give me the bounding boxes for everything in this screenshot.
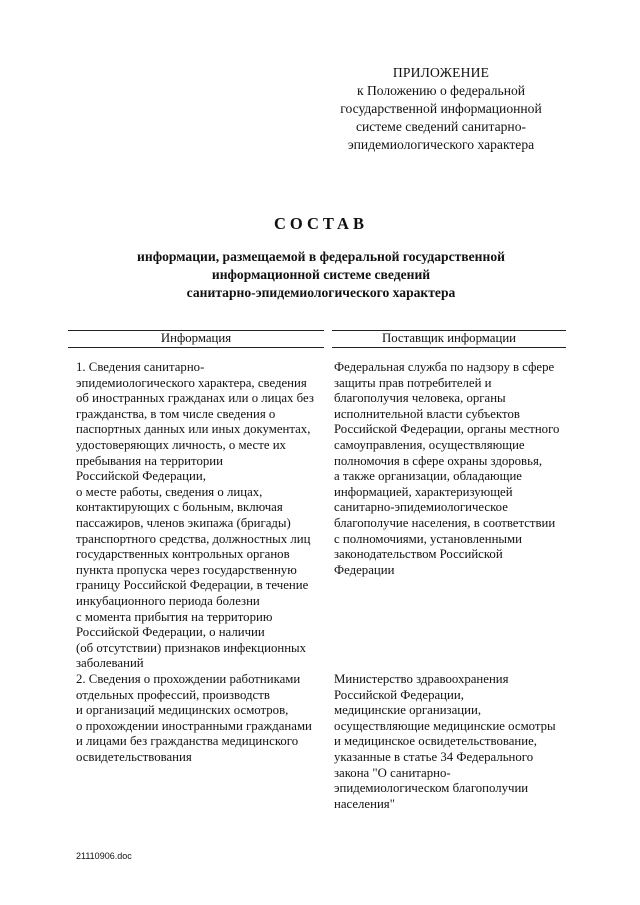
table-cell-line: и медицинское освидетельствование, xyxy=(334,734,537,749)
table-cell-line: защиты прав потребителей и xyxy=(334,375,492,390)
table-cell-line: с полномочиями, установленными xyxy=(334,531,522,546)
table-cell-line: осуществляющие медицинские осмотры xyxy=(334,718,556,733)
table-cell-line: Российской Федерации, о наличии xyxy=(76,625,265,640)
appendix-title: ПРИЛОЖЕНИЕ xyxy=(392,65,490,80)
table-cell-line: пребывания на территории xyxy=(76,453,223,468)
table-cell-line: 2. Сведения о прохождении работниками xyxy=(76,672,301,686)
table-cell-line: 1. Сведения санитарно- xyxy=(76,360,205,374)
appendix-line: к Положению о федеральной xyxy=(356,83,526,98)
row-2-provider-cell xyxy=(334,672,556,812)
file-name-footer: 21110906.doc xyxy=(76,851,132,861)
table-cell-line: и организаций медицинских осмотров, xyxy=(76,703,289,718)
table-cell-line: пункта пропуска через государственную xyxy=(76,562,297,577)
table-cell-line: информацией, характеризующей xyxy=(334,484,513,499)
document-subtitle-line: информации, размещаемой в федеральной государственной xyxy=(137,249,505,264)
table-cell-line: населения" xyxy=(334,796,395,811)
document-subtitle-line: санитарно-эпидемиологического характера xyxy=(186,285,456,300)
document-title: СОСТАВ xyxy=(274,214,368,233)
table-cell-line: эпидемиологического характера, сведения xyxy=(76,375,307,390)
table-cell-line: инкубационного периода болезни xyxy=(76,593,260,608)
table-cell-line: и лицами без гражданства медицинского xyxy=(76,734,299,749)
table-cell-line: гражданства, в том числе сведения о xyxy=(76,406,276,421)
document-subtitle-line: информационной системе сведений xyxy=(211,267,431,282)
table-cell-line: указанные в статье 34 Федерального xyxy=(334,749,534,764)
table-cell-line: паспортных данных или иных документах, xyxy=(76,422,311,437)
table-cell-line: Российской Федерации, органы местного xyxy=(334,422,560,437)
table-cell-line: о прохождении иностранными гражданами xyxy=(76,718,312,733)
row-1-information-cell xyxy=(76,360,314,672)
appendix-block xyxy=(318,64,564,154)
table-cell-line: Федерации xyxy=(334,562,395,577)
header-bottom-rule xyxy=(332,347,566,348)
table-cell-line: самоуправления, осуществляющие xyxy=(334,437,525,452)
header-bottom-rule xyxy=(68,347,324,348)
table-cell-line: заболеваний xyxy=(76,656,144,671)
appendix-line: государственной информационной xyxy=(340,101,542,116)
table-cell-line: о месте работы, сведения о лицах, xyxy=(76,484,263,499)
appendix-line: эпидемиологического характера xyxy=(347,137,535,152)
table-cell-line: Министерство здравоохранения xyxy=(334,672,509,686)
table-cell-line: благополучия человека, органы xyxy=(334,391,506,406)
table-cell-line: закона "О санитарно- xyxy=(334,765,451,780)
table-cell-line: отдельных профессий, производств xyxy=(76,687,270,702)
table-cell-line: санитарно-эпидемиологическое xyxy=(334,500,508,515)
document-heading xyxy=(60,212,582,302)
column-header-information: Информация xyxy=(160,331,232,345)
table-cell-line: границу Российской Федерации, в течение xyxy=(76,578,309,593)
table-cell-line: об иностранных гражданах или о лицах без xyxy=(76,391,314,406)
column-header-provider: Поставщик информации xyxy=(381,331,517,345)
table-cell-line: (об отсутствии) признаков инфекционных xyxy=(76,640,307,655)
table-cell-line: полномочия в сфере охраны здоровья, xyxy=(334,453,543,468)
table-cell-line: государственных контрольных органов xyxy=(76,547,290,562)
row-1-provider-cell xyxy=(334,360,559,578)
table-cell-line: медицинские организации, xyxy=(334,703,482,718)
table-cell-line: благополучие населения, в соответствии xyxy=(334,515,556,530)
table-cell-line: исполнительной власти субъектов xyxy=(334,406,520,421)
table-cell-line: освидетельствования xyxy=(76,749,192,764)
table-cell-line: Российской Федерации, xyxy=(334,687,464,702)
table-cell-line: эпидемиологическом благополучии xyxy=(334,781,529,796)
table-cell-line: с момента прибытия на территорию xyxy=(76,609,273,624)
table-cell-line: транспортного средства, должностных лиц xyxy=(76,531,311,546)
table-cell-line: пассажиров, членов экипажа (бригады) xyxy=(76,515,291,530)
appendix-line: системе сведений санитарно- xyxy=(355,119,527,134)
table-cell-line: законодательством Российской xyxy=(334,547,503,562)
row-2-information-cell xyxy=(76,672,312,766)
table-cell-line: удостоверяющих личность, о месте их xyxy=(76,437,286,452)
table-cell-line: Российской Федерации, xyxy=(76,469,206,484)
table-cell-line: Федеральная служба по надзору в сфере xyxy=(334,360,555,374)
table-cell-line: а также организации, обладающие xyxy=(334,469,522,484)
table-cell-line: контактирующих с больным, включая xyxy=(76,500,283,515)
